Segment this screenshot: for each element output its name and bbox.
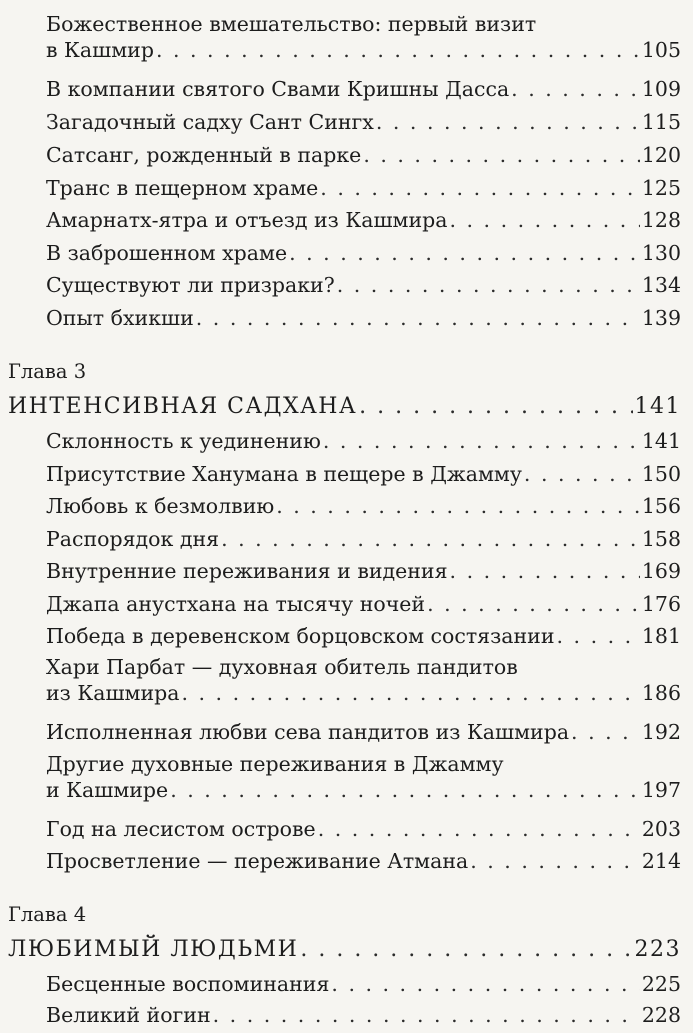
toc-entry-title: Опыт бхикши (46, 306, 194, 330)
toc-entry-title: Распорядок дня (46, 527, 220, 551)
dot-leader (196, 305, 640, 331)
toc-entry (46, 142, 681, 168)
dot-leader (300, 937, 632, 963)
dot-leader (376, 109, 640, 135)
page-number: 130 (641, 241, 681, 265)
chapter-title: ЛЮБИМЫЙ ЛЮДЬМИ (8, 937, 299, 962)
page-number: 139 (641, 306, 681, 330)
page-number: 109 (641, 77, 681, 101)
page-number: 125 (641, 176, 681, 200)
toc-entry (46, 558, 681, 584)
toc-entry-title: Транс в пещерном храме (46, 176, 319, 200)
page-number: 141 (634, 394, 681, 419)
toc-entry-title-line2: и Кашмире (46, 778, 169, 802)
dot-leader (524, 461, 640, 487)
toc-entry (46, 493, 681, 519)
toc-entry (46, 816, 681, 842)
toc-entry-title: В компании святого Свами Кришны Дасса (46, 77, 510, 101)
toc-entry (46, 751, 681, 803)
toc-entry-title-line1: Божественное вмешательство: первый визит (46, 12, 537, 36)
toc-entry-title: В заброшенном храме (46, 241, 288, 265)
toc-entry (46, 109, 681, 135)
page-number: 120 (641, 143, 681, 167)
page-number: 203 (641, 817, 681, 841)
toc-entry-title-line1: Хари Парбат — духовная обитель пандитов (46, 655, 518, 679)
chapter-label: Глава 4 (8, 903, 87, 926)
toc-entry (46, 719, 681, 745)
page-number: 105 (641, 38, 681, 62)
toc-entry (46, 971, 681, 997)
toc-entry (46, 1002, 681, 1028)
toc-entry-title-line1: Другие духовные переживания в Джамму (46, 752, 504, 776)
dot-leader (449, 207, 639, 233)
toc-entry-title: Склонность к уединению (46, 429, 321, 453)
dot-leader (181, 680, 639, 706)
toc-entry-title: Любовь к безмолвию (46, 494, 275, 518)
toc-entry (46, 76, 681, 102)
toc-entry (46, 175, 681, 201)
chapter-title-entry (8, 394, 681, 420)
page-number: 115 (641, 110, 681, 134)
page-number: 158 (641, 527, 681, 551)
page-number: 134 (641, 273, 681, 297)
toc-entry-title: Бесценные воспоминания (46, 972, 330, 996)
toc-entry-title: Просветление — переживание Атмана (46, 849, 469, 873)
page-number: 176 (641, 592, 681, 616)
dot-leader (213, 1002, 640, 1028)
toc-entry-title: Год на лесистом острове (46, 817, 316, 841)
toc-entry (46, 428, 681, 454)
dot-leader (221, 526, 640, 552)
dot-leader (511, 76, 640, 102)
dot-leader (289, 240, 640, 266)
page-number: 192 (641, 720, 681, 744)
toc-entry-title: Существуют ли призраки? (46, 273, 335, 297)
dot-leader (320, 175, 640, 201)
toc-entry-title: Сатсанг, рожденный в парке (46, 143, 362, 167)
chapter-title: ИНТЕНСИВНАЯ САДХАНА (8, 394, 358, 419)
dot-leader (571, 719, 640, 745)
toc-entry-title: Исполненная любви сева пандитов из Кашмира (46, 720, 570, 744)
page-number: 214 (641, 849, 681, 873)
dot-leader (156, 37, 640, 63)
dot-leader (318, 816, 640, 842)
dot-leader (557, 623, 640, 649)
page-number: 150 (641, 462, 681, 486)
toc-entry (46, 461, 681, 487)
toc-entry-title-line2: из Кашмира (46, 681, 180, 705)
dot-leader (337, 272, 640, 298)
toc-entry-title: Амарнатх-ятра и отъезд из Кашмира (46, 208, 448, 232)
toc-entry (46, 591, 681, 617)
toc-entry (46, 305, 681, 331)
dot-leader (363, 142, 640, 168)
toc-entry (46, 240, 681, 266)
page-number: 228 (641, 1003, 681, 1027)
page-number: 169 (641, 559, 681, 583)
page-number: 181 (641, 624, 681, 648)
toc-entry (46, 11, 681, 63)
dot-leader (170, 777, 640, 803)
dot-leader (427, 591, 640, 617)
toc-entry-title: Победа в деревенском борцовском состязании (46, 624, 555, 648)
toc-entry-title: Загадочный садху Сант Сингх (46, 110, 374, 134)
toc-entry (46, 272, 681, 298)
toc-entry-title-line2: в Кашмир (46, 38, 154, 62)
page-number: 141 (641, 429, 681, 453)
chapter-label: Глава 3 (8, 360, 87, 383)
dot-leader (450, 558, 640, 584)
dot-leader (323, 428, 640, 454)
dot-leader (359, 394, 632, 420)
toc-entry (46, 207, 681, 233)
toc-entry (46, 526, 681, 552)
page-number: 156 (641, 494, 681, 518)
toc-entry-title: Джапа анустхана на тысячу ночей (46, 592, 426, 616)
page-number: 223 (634, 937, 681, 962)
toc-entry-title: Внутренние переживания и видения (46, 559, 448, 583)
page-number: 225 (641, 972, 681, 996)
dot-leader (470, 848, 640, 874)
page-number: 186 (641, 681, 681, 705)
toc-entry (46, 848, 681, 874)
page-number: 128 (641, 208, 681, 232)
dot-leader (276, 493, 640, 519)
toc-entry (46, 623, 681, 649)
page-number: 197 (641, 778, 681, 802)
toc-entry-title: Присутствие Ханумана в пещере в Джамму (46, 462, 522, 486)
chapter-title-entry (8, 937, 681, 963)
toc-entry-title: Великий йогин (46, 1003, 211, 1027)
dot-leader (331, 971, 639, 997)
toc-entry (46, 654, 681, 706)
